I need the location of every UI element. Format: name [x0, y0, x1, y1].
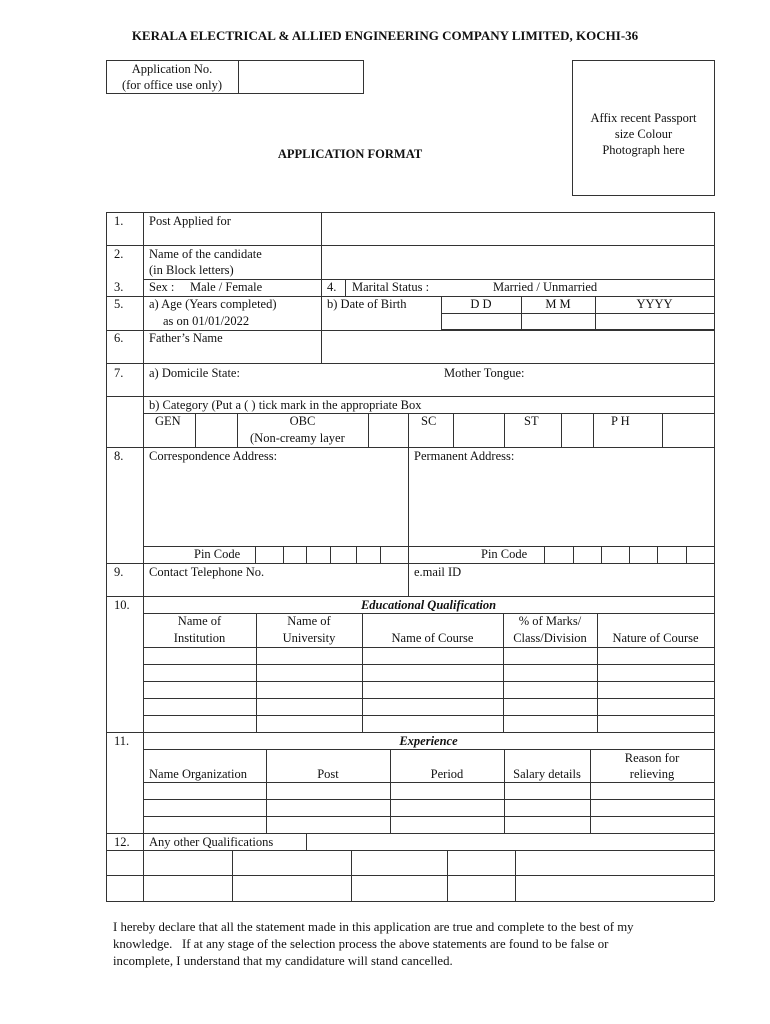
candidate-name-field[interactable]: [323, 247, 712, 277]
candidate-name-label: Name of the candidate: [149, 247, 262, 261]
ph-checkbox[interactable]: [663, 414, 713, 446]
pin-code-label: Pin Code: [481, 547, 528, 561]
marital-status-options[interactable]: Married / Unmarried: [493, 280, 598, 294]
app-no-label: Application No.: [131, 62, 213, 76]
row-number: 6.: [114, 331, 124, 345]
row-number: 10.: [114, 598, 130, 612]
edu-col-marks-2: Class/Division: [513, 631, 587, 645]
company-title: KERALA ELECTRICAL & ALLIED ENGINEERING COMPANY LIMITED, KOCHI-36: [131, 28, 639, 43]
gen-checkbox[interactable]: [196, 414, 236, 446]
app-no-note: (for office use only): [121, 78, 223, 92]
age-note: as on 01/01/2022: [163, 314, 250, 328]
edu-col-institution-2: Institution: [173, 631, 226, 645]
candidate-name-note: (in Block letters): [149, 263, 234, 277]
other-qualifications-label: Any other Qualifications: [149, 835, 274, 849]
sex-field[interactable]: Sex : Male / Female: [149, 280, 263, 294]
row-number: 4.: [327, 280, 337, 294]
post-applied-field[interactable]: [323, 214, 712, 243]
permanent-address-label: Permanent Address:: [414, 449, 515, 463]
pin-code-label: Pin Code: [194, 547, 241, 561]
row-number: 1.: [114, 214, 124, 228]
dob-month-field[interactable]: [522, 314, 594, 329]
exp-col-organization: Name Organization: [149, 767, 247, 781]
dob-year-label: YYYY: [636, 297, 673, 311]
row-number: 12.: [114, 835, 130, 849]
dob-day-label: D D: [470, 297, 492, 311]
dob-month-label: M M: [545, 297, 571, 311]
row-number: 9.: [114, 565, 124, 579]
row-number: 5.: [114, 297, 124, 311]
edu-col-university-2: University: [282, 631, 336, 645]
dob-label: b) Date of Birth: [327, 297, 407, 311]
exp-col-reason-2: relieving: [629, 767, 675, 781]
divider: [238, 60, 239, 94]
exp-col-period: Period: [430, 767, 464, 781]
declaration-line-1: I hereby declare that all the statement made in this application are true and complete to the best of my: [113, 920, 634, 934]
category-gen: GEN: [155, 414, 181, 428]
father-name-field[interactable]: [323, 332, 712, 362]
education-heading: Educational Qualification: [360, 598, 497, 612]
exp-col-salary: Salary details: [513, 767, 581, 781]
marital-status-label: Marital Status :: [352, 280, 430, 294]
edu-col-institution: Name of: [177, 614, 222, 628]
category-label: b) Category (Put a ( ) tick mark in the appropriate Box: [149, 398, 422, 412]
exp-col-post: Post: [317, 767, 339, 781]
category-obc: OBC: [289, 414, 316, 428]
sc-checkbox[interactable]: [454, 414, 503, 446]
email-label: e.mail ID: [414, 565, 462, 579]
dob-year-field[interactable]: [596, 314, 713, 329]
row-number: 8.: [114, 449, 124, 463]
permanent-address-field[interactable]: [410, 466, 712, 544]
edu-col-marks: % of Marks/: [518, 614, 582, 628]
declaration-line-3: incomplete, I understand that my candidature will stand cancelled.: [113, 954, 453, 968]
application-number-field[interactable]: [240, 61, 362, 93]
correspondence-address-field[interactable]: [145, 466, 406, 544]
row-number: 7.: [114, 366, 124, 380]
photo-instruction-1: Affix recent Passport: [590, 111, 697, 125]
telephone-label: Contact Telephone No.: [149, 565, 265, 579]
domicile-state-label: a) Domicile State:: [149, 366, 240, 380]
experience-heading: Experience: [399, 734, 458, 748]
edu-col-course: Name of Course: [391, 631, 474, 645]
form-title: APPLICATION FORMAT: [277, 147, 423, 161]
correspondence-address-label: Correspondence Address:: [149, 449, 278, 463]
category-obc-note: (Non-creamy layer: [250, 431, 345, 445]
post-applied-label: Post Applied for: [149, 214, 231, 228]
photo-instruction-3: Photograph here: [602, 143, 685, 157]
category-st: ST: [524, 414, 539, 428]
exp-col-reason: Reason for: [624, 751, 680, 765]
edu-col-nature: Nature of Course: [612, 631, 699, 645]
row-number: 2.: [114, 247, 124, 261]
st-checkbox[interactable]: [562, 414, 592, 446]
mother-tongue-label: Mother Tongue:: [444, 366, 525, 380]
row-number: 3.: [114, 280, 124, 294]
photo-instruction-2: size Colour: [614, 127, 673, 141]
category-ph: P H: [611, 414, 630, 428]
row-number: 11.: [114, 734, 130, 748]
obc-checkbox[interactable]: [369, 414, 407, 446]
edu-col-university: Name of: [287, 614, 331, 628]
age-label: a) Age (Years completed): [149, 297, 277, 311]
father-name-label: Father’s Name: [149, 331, 223, 345]
category-sc: SC: [421, 414, 437, 428]
dob-day-field[interactable]: [442, 314, 520, 329]
declaration-line-2: knowledge. If at any stage of the selection process the above statements are found to be false or: [113, 937, 609, 951]
